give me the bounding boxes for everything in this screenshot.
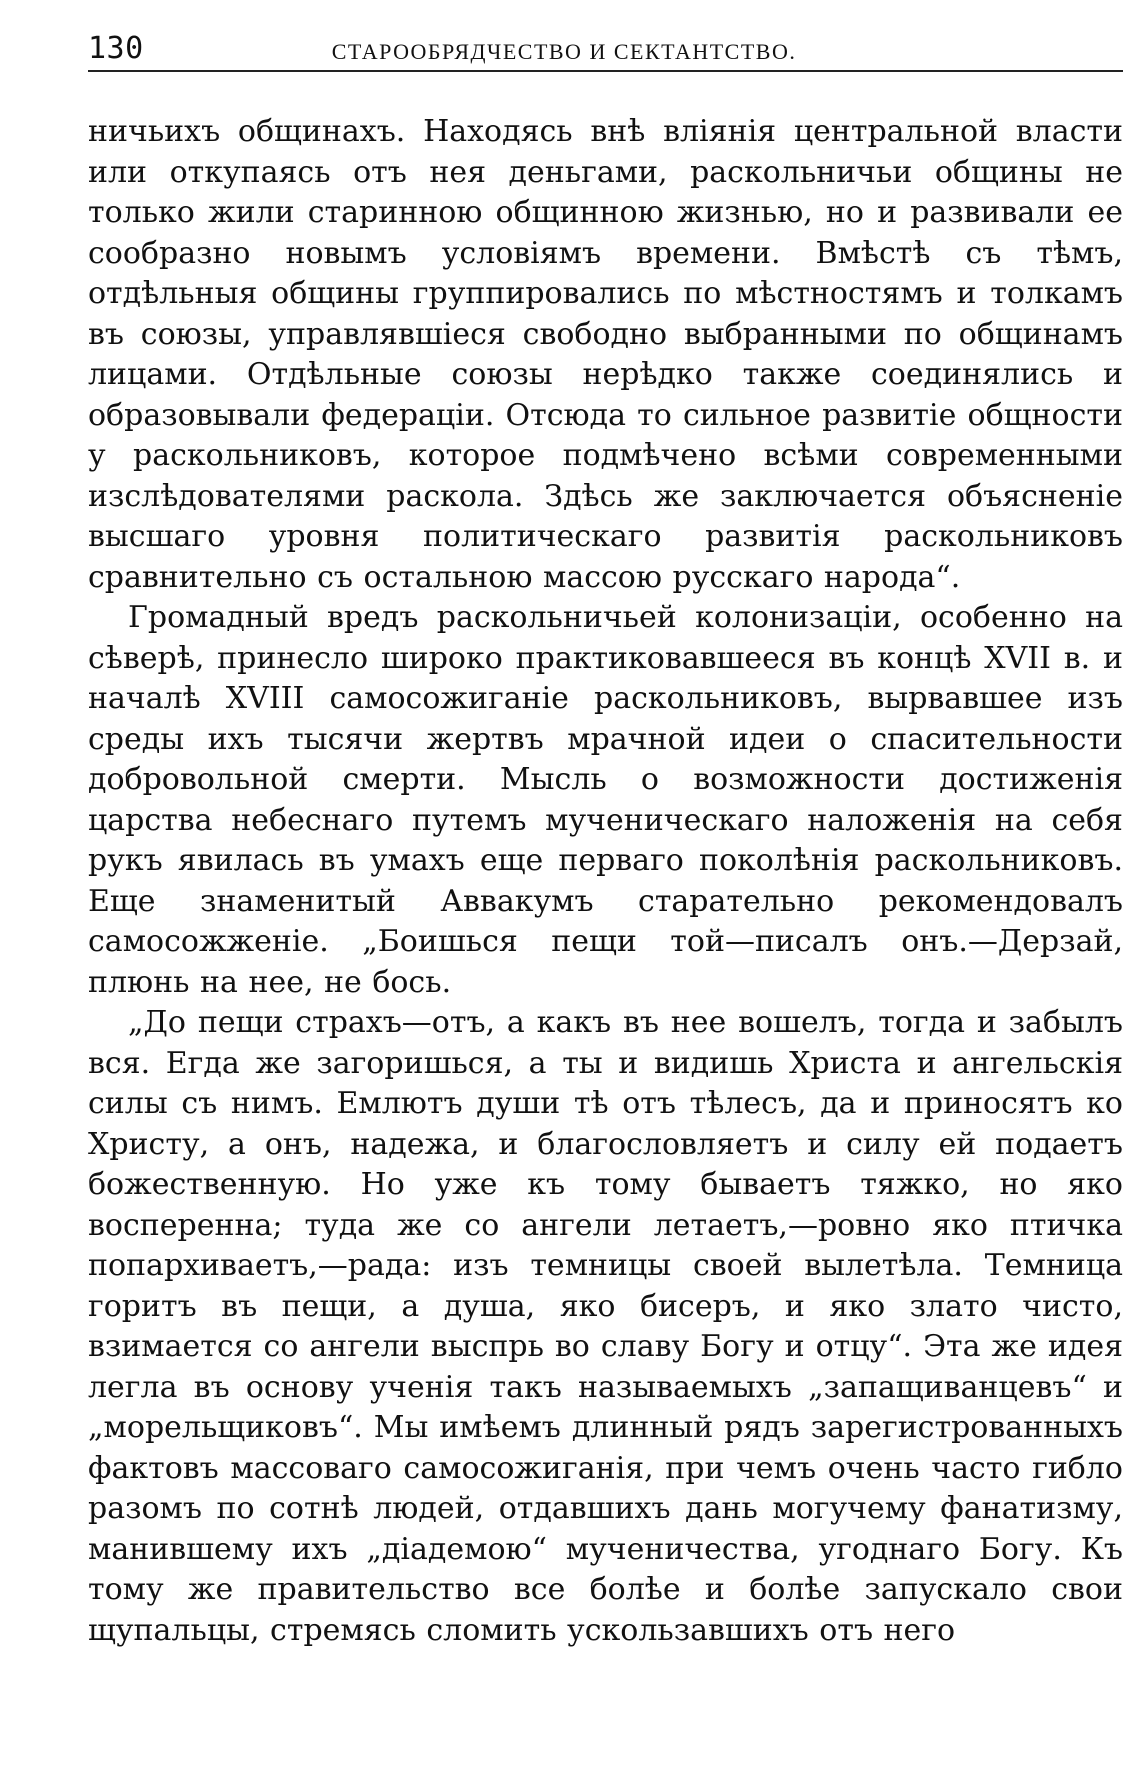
running-title: СТАРООБРЯДЧЕСТВО И СЕКТАНТСТВО.: [331, 39, 797, 64]
page-header: [88, 28, 1123, 72]
paragraph-3: „До пещи страхъ—отъ, а какъ въ нее вошелъ, тогда и забылъ вся. Егда же загоришься, а ты и видишь Христа и ангельскія силы съ нимъ. Емлютъ души тѣ отъ тѣлесъ, да и приносятъ ко Христу, а онъ, надежа, и благословляетъ и силу ей подаетъ божественную. Но уже къ тому бываетъ тяжко, но яко восперенна; туда же со ангели летаетъ,—ровно яко птичка попархиваетъ,—рада: изъ темницы своей вылетѣла. Темница горитъ въ пещи, а душа, яко бисеръ, и яко злато чисто, взимается со ангели выспрь во славу Богу и отцу“. Эта же идея легла въ основу ученія такъ называемыхъ „запащиванцевъ“ и „морельщиковъ“. Мы имѣемъ длинный рядъ зарегистрованныхъ фактовъ массоваго самосожиганія, при чемъ очень часто гибло разомъ по сотнѣ людей, отдавшихъ дань могучему фанатизму, манившему ихъ „діадемою“ мученичества, угоднаго Богу. Къ тому же правительство все болѣе и болѣе запускало свои щупальцы, стремясь сломить ускользавшихъ отъ него: [88, 1005, 1123, 1648]
paragraph-2: Громадный вредъ раскольничьей колонизаціи, особенно на сѣверѣ, принесло широко практиковавшееся въ концѣ XVII в. и началѣ XVIII самосожиганіе раскольниковъ, вырвавшее изъ среды ихъ тысячи жертвъ мрачной идеи о спасительности добровольной смерти. Мысль о возможности достиженія царства небеснаго путемъ мученическаго наложенія на себя рукъ явилась въ умахъ еще перваго поколѣнія раскольниковъ. Еще знаменитый Аввакумъ старательно рекомендовалъ самосожженіе. „Боишься пещи той—писалъ онъ.—Дерзай, плюнь на нее, не бось.: [88, 600, 1123, 1000]
paragraph-1: ничьихъ общинахъ. Находясь внѣ вліянія центральной власти или откупаясь отъ нея деньгами, раскольничьи общины не только жили старинною общинною жизнью, но и развивали ее сообразно новымъ условіямъ времени. Вмѣстѣ съ тѣмъ, отдѣльныя общины группировались по мѣстностямъ и толкамъ въ союзы, управлявшіеся свободно выбранными по общинамъ лицами. Отдѣльные союзы нерѣдко также соединялись и образовывали федераціи. Отсюда то сильное развитіе общности у раскольниковъ, которое подмѣчено всѣми современными изслѣдователями раскола. Здѣсь же заключается объясненіе высшаго уровня политическаго развитія раскольниковъ сравнительно съ остальною массою русскаго народа“.: [88, 114, 1123, 595]
page-number: 130: [88, 31, 144, 66]
book-page: [88, 28, 1123, 1748]
page-body: [88, 112, 1123, 1651]
